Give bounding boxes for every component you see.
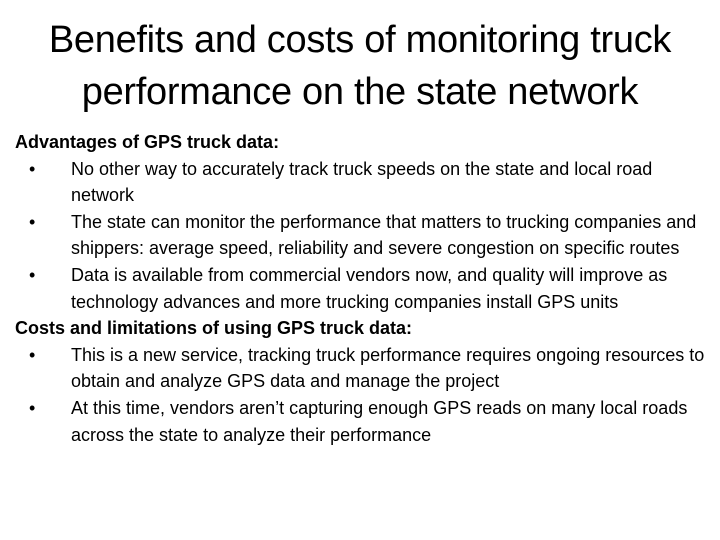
slide-title-line-2: performance on the state network [81,71,639,113]
advantage-text: No other way to accurately track truck speeds on the state and local road network [71,158,653,206]
advantage-item [15,156,715,209]
bullet-icon: • [29,211,36,232]
advantage-item [15,209,715,262]
bullet-icon: • [29,397,36,418]
bullet-icon: • [29,264,36,285]
cost-item [15,395,715,448]
costs-heading: Costs and limitations of using GPS truck data: [15,318,413,339]
bullet-icon: • [29,344,36,365]
bullet-icon: • [29,158,36,179]
cost-text: At this time, vendors aren’t capturing enough GPS reads on many local roads across the state to analyze their performance [71,397,688,445]
advantages-heading: Advantages of GPS truck data: [15,132,280,152]
slide-title-line-1: Benefits and costs of monitoring truck [48,19,672,61]
costs-list [15,342,715,448]
advantages-list [15,156,715,316]
advantage-text: Data is available from commercial vendors now, and quality will improve as technology advances and more trucking companies install GPS units [71,264,668,312]
cost-text: This is a new service, tracking truck performance requires ongoing resources to obtain and analyze GPS data and manage the project [71,344,705,392]
slide-body [15,129,715,448]
slide-title [0,14,720,118]
cost-item [15,342,715,395]
advantage-text: The state can monitor the performance that matters to trucking companies and shippers: average speed, reliability and severe congestion on specific routes [71,211,697,259]
advantage-item [15,262,715,315]
